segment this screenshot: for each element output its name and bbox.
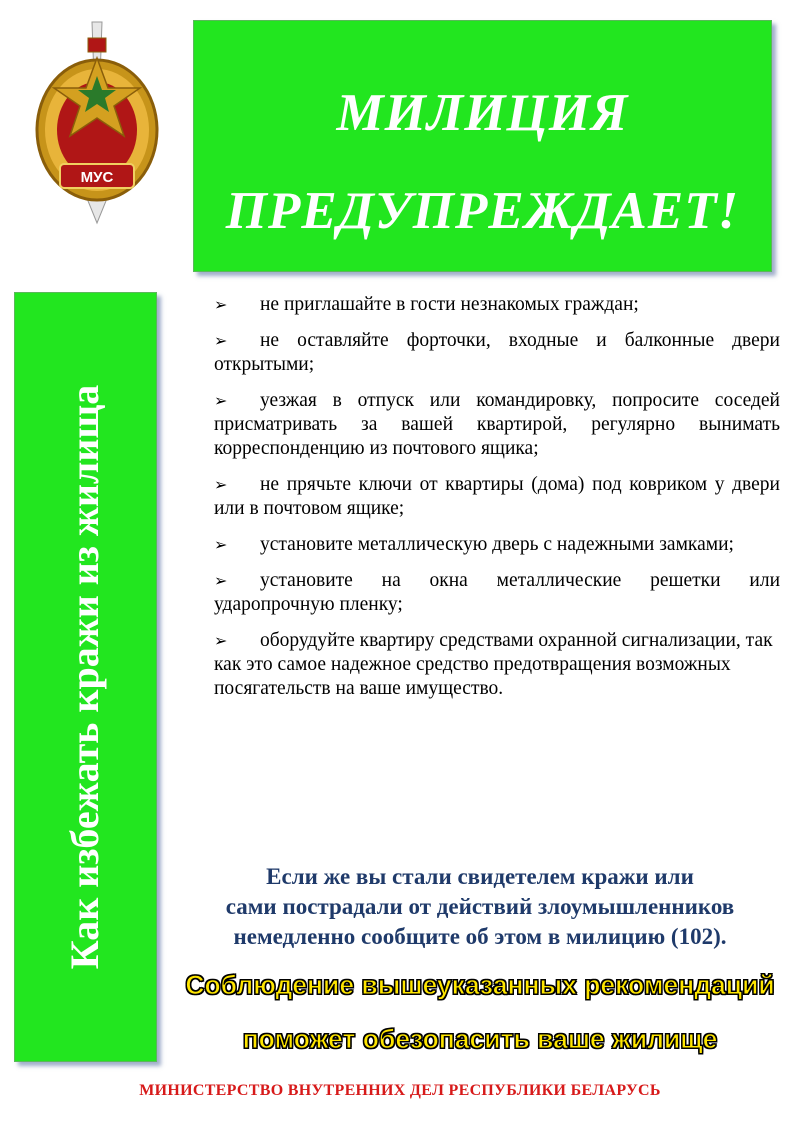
header-title-line-2: ПРЕДУПРЕЖДАЕТ!	[225, 182, 740, 240]
list-item	[214, 329, 780, 377]
arrow-bullet-icon: ➢	[214, 391, 228, 410]
header-title-line-1: МИЛИЦИЯ	[336, 84, 629, 142]
arrow-bullet-icon: ➢	[214, 295, 228, 314]
recommendation-line-1: Соблюдение вышеуказанных рекомендаций	[185, 970, 775, 1000]
notice-line-3: немедленно сообщите об этом в милицию (102).	[233, 924, 727, 949]
list-item	[214, 389, 780, 461]
sidebar-title: Как избежать кражи из жилища	[62, 384, 107, 970]
header-banner	[193, 20, 772, 272]
notice-line-1: Если же вы стали свидетелем кражи или	[266, 864, 694, 889]
list-item	[214, 293, 780, 317]
arrow-bullet-icon: ➢	[214, 535, 228, 554]
tip-text: не прячьте ключи от квартиры (дома) под ковриком у двери или в почтовом ящике;	[214, 474, 780, 519]
notice-line-2: сами пострадали от действий злоумышленников	[225, 894, 735, 919]
tip-text: установите металлическую дверь с надежными замками;	[260, 534, 734, 555]
list-item	[214, 569, 780, 617]
tip-text: установите на окна металлические решетки или ударопрочную пленку;	[214, 570, 780, 615]
notice-paragraph	[160, 862, 800, 952]
police-emblem	[22, 18, 172, 228]
list-item	[214, 629, 780, 701]
tip-text: не оставляйте форточки, входные и балконные двери открытыми;	[214, 330, 780, 375]
ministry-footer: МИНИСТЕРСТВО ВНУТРЕННИХ ДЕЛ РЕСПУБЛИКИ БЕЛАРУСЬ	[139, 1082, 661, 1099]
tips-list	[214, 293, 780, 713]
recommendation-line-2: поможет обезопасить ваше жилище	[242, 1024, 718, 1054]
emblem-text: МУС	[80, 169, 114, 186]
arrow-bullet-icon: ➢	[214, 631, 228, 650]
tip-text: не приглашайте в гости незнакомых граждан;	[260, 294, 639, 315]
tip-text: оборудуйте квартиру средствами охранной сигнализации, так как это самое надежное средство предотвращения возможных посягательств на ваше имущество.	[214, 630, 773, 699]
arrow-bullet-icon: ➢	[214, 475, 228, 494]
list-item	[214, 533, 780, 557]
sidebar-banner	[14, 292, 157, 1062]
arrow-bullet-icon: ➢	[214, 571, 228, 590]
tip-text: уезжая в отпуск или командировку, попросите соседей присматривать за вашей квартирой, регулярно вынимать корреспонденцию из почтового ящика;	[214, 390, 780, 459]
arrow-bullet-icon: ➢	[214, 331, 228, 350]
list-item	[214, 473, 780, 521]
